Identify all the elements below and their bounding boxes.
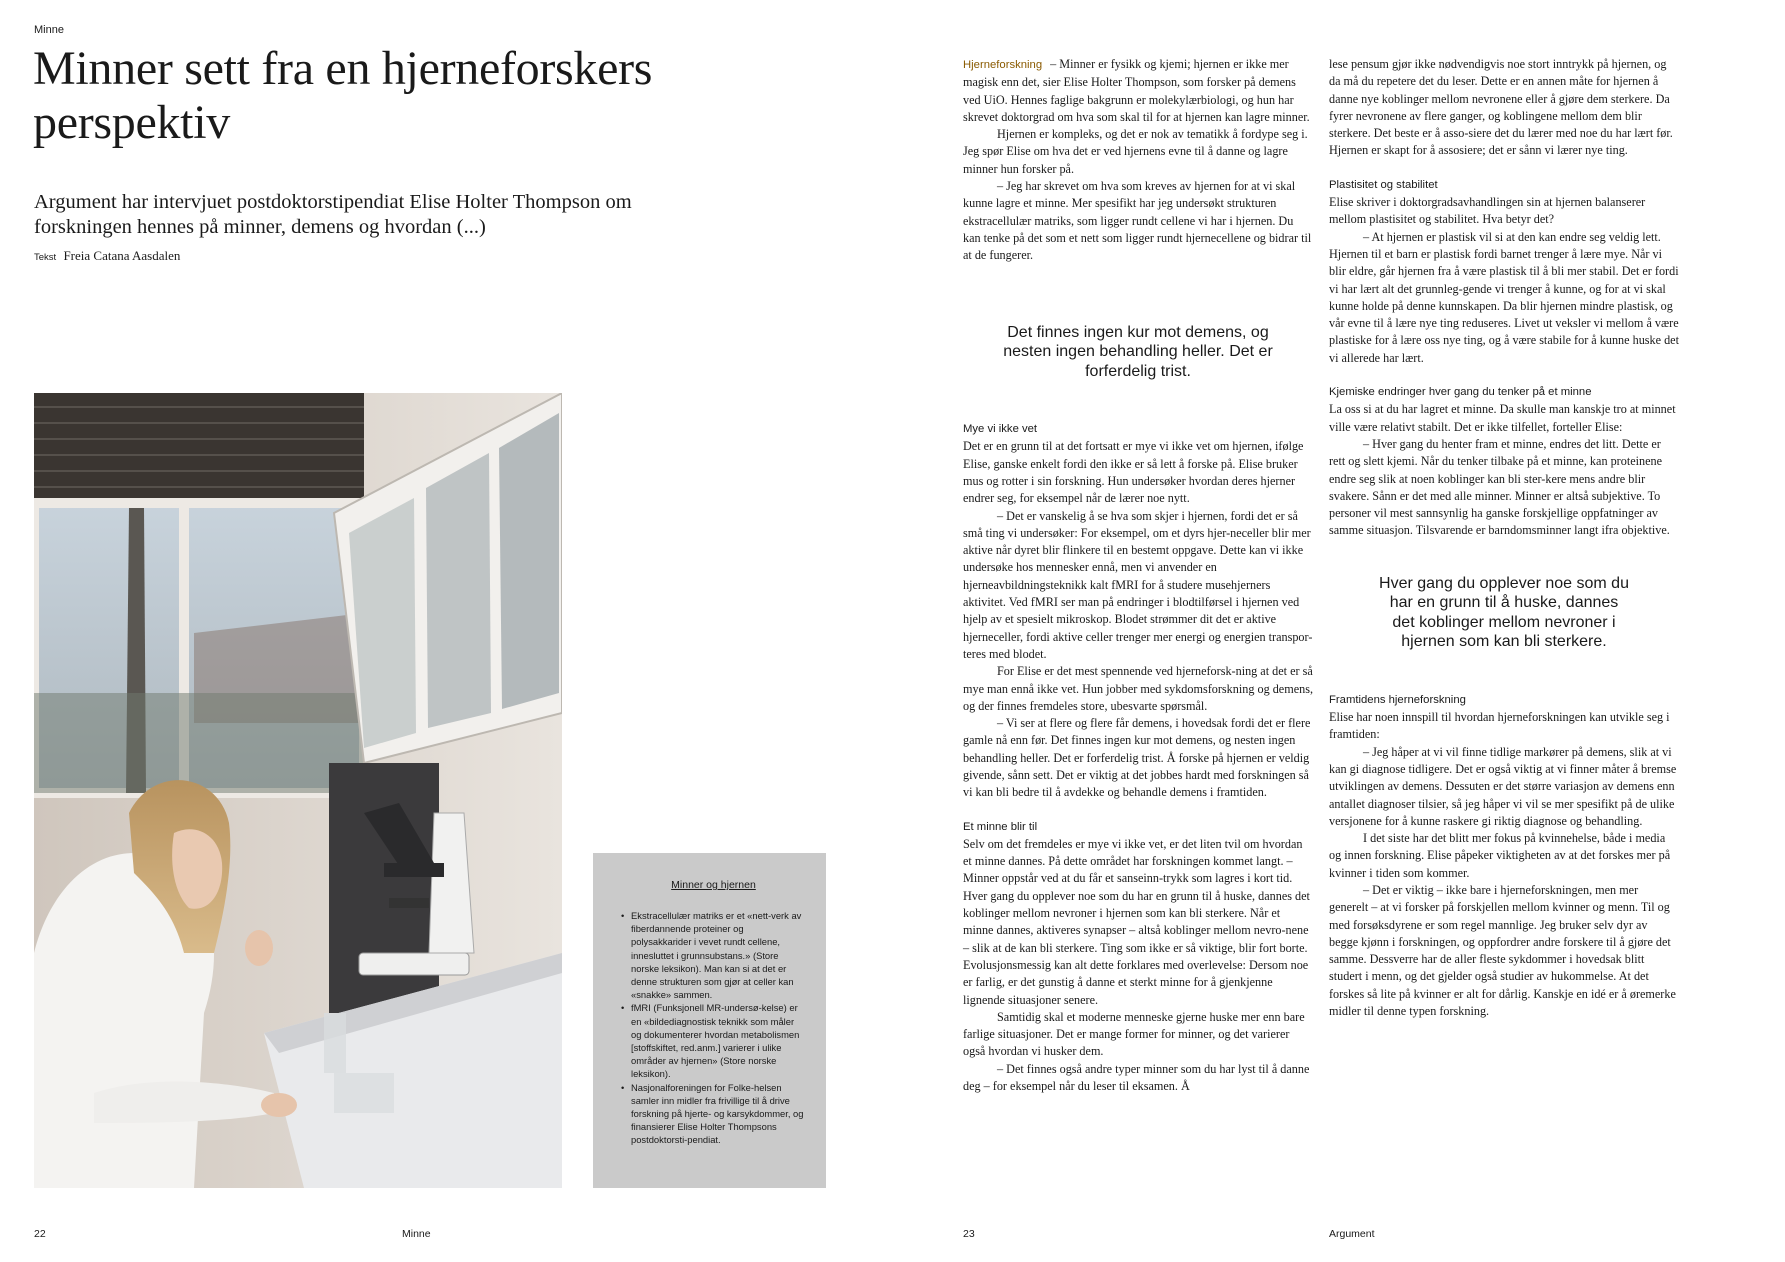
intro-paragraph bbox=[963, 56, 1313, 126]
factbox-item: • Ekstracellulær matriks er et «nett-verk av fiberdannende proteiner og polysakkarider i vevet rundt cellene, innesluttet i grunnsubstans.» (Store norske leksikon). Man kan si at det er denne strukturen som gjør at celler kan «snakke» sammen. bbox=[631, 909, 806, 1001]
article-headline: Minner sett fra en hjerneforskers perspektiv bbox=[33, 42, 653, 149]
paragraph: – Jeg håper at vi vil finne tidlige markører på demens, slik at vi kan gi diagnose tidligere. Det er også viktig at vi finner måter å bremse utviklingen av demens. Dessuten er det større variasjon av demens enn antallet diagnoser tilsier, så jeg håper vi vil se mer spesifikt på de ulike versjonene for å kunne raskere gi riktig diagnose og behandling. bbox=[1329, 744, 1677, 828]
paragraph: – Det er viktig – ikke bare i hjerneforskningen, men mer generelt – at vi forsker på forskjellen mellom kvinner og menn. Til og med forsøksdyrene er som regel mannlige. Jeg bruker selv dyr av begge kjønn i forskningen, og oppfordrer andre forskere til å gjøre det samme. Dessverre har de aller fleste sykdommer i hovedsak blitt studert i menn, og det gjelder også studier av hukommelse. At det forskes så lite på kvinner er alt for dårlig. Kanskje en idé er å øremerke midler til denne typen forskning. bbox=[1329, 882, 1676, 1019]
intro-text: – Minner er fysikk og kjemi; hjernen er ikke mer magisk enn det, sier Elise Holter Thompson, som forsker på demens ved UiO. Hennes faglige bakgrunn er molekylærbiologi, og hun har skrevet doktorgrad om hva som skal til for at hjernen kan lagre minner. bbox=[963, 57, 1310, 124]
paragraph: Det er en grunn til at det fortsatt er mye vi ikke vet om hjernen, ifølge Elise, ganske enkelt fordi den ikke er så lett å forske på. Elise bruker mus og rotter i sin forskning. Hun undersøker hvordan deres hjerner endrer seg, for eksempel når de lærer noe nytt. bbox=[963, 439, 1304, 506]
paragraph: Samtidig skal et moderne menneske gjerne huske mer enn bare farlige situasjoner. Det er mange former for minner, og det varierer også hvordan vi husker dem. bbox=[963, 1009, 1305, 1059]
lab-photo bbox=[34, 393, 562, 1188]
factbox bbox=[593, 853, 826, 1188]
pull-quote: Det finnes ingen kur mot demens, og nesten ingen behandling heller. Det er forferdelig trist. bbox=[1003, 323, 1273, 380]
subheading: Et minne blir til bbox=[963, 820, 1038, 833]
factbox-item: • fMRI (Funksjonell MR-undersø-kelse) er en «bildediagnostisk teknikk som måler og dokumenterer hvordan metabolismen [stoffskiftet, red.anm.] varierer i ulike områder av hjernen» (Store norske leksikon). bbox=[631, 1001, 806, 1080]
left-page bbox=[0, 0, 892, 1262]
paragraph: – At hjernen er plastisk vil si at den kan endre seg veldig lett. Hjernen til et barn er plastisk fordi barnet trenger å lære mye. Når vi blir eldre, går hjernen fra å være plastisk til å bli mer stabil. Det er fordi vi har lært alt det grunnleg-gende vi trenger å kunne, og for at vi skal kunne holde på denne kunnskapen. Da blir hjernen mindre plastisk, og vår evne til å lære nye ting reduseres. Livet ut veksler vi mellom å være plastiske for å lære oss nye ting, og å være stabile for å kunne huske det vi allerede har lært. bbox=[1329, 229, 1679, 365]
text-column-2 bbox=[1329, 56, 1679, 1020]
folio-section: Minne bbox=[402, 1228, 431, 1240]
paragraph: For Elise er det mest spennende ved hjerneforsk-ning at det er så mye man ennå ikke vet. Hun jobber med sykdomsforskning og demens, og der finnes fremdeles store, ubesvarte spørsmål. bbox=[963, 664, 1313, 713]
paragraph: I det siste har det blitt mer fokus på kvinnehelse, både i media og innen forskning. Elise påpeker viktigheten av at det forskes mer på kvinner i tiden som kommer. bbox=[1329, 831, 1671, 880]
page-number: 23 bbox=[963, 1228, 975, 1240]
paragraph: La oss si at du har lagret et minne. Da skulle man kanskje tro at minnet ville være relativt stabilt. Det er ikke tilfellet, forteller Elise: bbox=[1329, 402, 1676, 434]
factbox-list bbox=[621, 909, 806, 1147]
byline bbox=[34, 248, 180, 264]
byline-label: Tekst bbox=[34, 252, 57, 263]
page-number: 22 bbox=[34, 1228, 46, 1240]
section-label: Minne bbox=[34, 24, 64, 36]
paragraph: Selv om det fremdeles er mye vi ikke vet, er det liten tvil om hvordan et minne dannes. På dette området har forskningen kommet langt. – Minner oppstår ved at du får et sanseinn-trykk som lagres i kort tid. Hver gang du opplever noe som du har en grunn til å huske, dannes det koblinger mellom nevroner i hjernen som kan bli sterkere. Når et minne dannes, aktiveres synapser – altså koblinger mellom nevro-nene – slik at de kan bli sterkere. Ting som ikke er så viktige, blir fort borte. Evolusjonsmessig kan alt dette forklares med overlevelse: Dersom noe er farlig, er det gunstig å danne et sterkt minne for å gjenkjenne lignende situasjoner senere. bbox=[963, 836, 1310, 1007]
subheading: Framtidens hjerneforskning bbox=[1329, 693, 1466, 706]
factbox-item: • Nasjonalforeningen for Folke-helsen samler inn midler fra frivillige til å drive forskning på hjerte- og karsykdommer, og finansierer Elise Holter Thompsons postdoktorsti-pendiat. bbox=[631, 1081, 806, 1147]
factbox-title: Minner og hjernen bbox=[671, 879, 756, 891]
byline-author: Freia Catana Aasdalen bbox=[63, 248, 181, 263]
paragraph: Elise har noen innspill til hvordan hjerneforskningen kan utvikle seg i framtiden: bbox=[1329, 710, 1670, 742]
right-page bbox=[892, 0, 1785, 1262]
subheading: Plastisitet og stabilitet bbox=[1329, 178, 1438, 191]
kicker: Hjerneforskning bbox=[963, 59, 1043, 71]
article-lead: Argument har intervjuet postdoktorstipendiat Elise Holter Thompson om forskningen hennes på minner, demens og hvordan (...) bbox=[34, 191, 632, 238]
paragraph: – Vi ser at flere og flere får demens, i hovedsak fordi det er flere gamle nå enn før. Det finnes ingen kur mot demens, og nesten ingen behandling heller. Det er forferdelig trist. Å forske på hjernen er veldig givende, sånn sett. Det er viktig at det jobbes hardt med forskningen så vi kan bli bedre til å avdekke og behandle demens i framtiden. bbox=[963, 716, 1311, 800]
paragraph: Elise skriver i doktorgradsavhandlingen sin at hjernen balanserer mellom plastisitet og stabilitet. Hva betyr det? bbox=[1329, 195, 1646, 227]
paragraph: lese pensum gjør ikke nødvendigvis noe stort inntrykk på hjernen, og da må du repetere det du leser. Dette er en annen måte for hjernen å danne nye koblinger mellom nevronene eller å gjøre dem sterkere. Da fyrer nevronene av flere ganger, og koblingene mellom dem blir sterkere. Det beste er å asso-siere det du lærer med noe du har lært før. Hjernen er skapt for å assosiere; det er sånn vi lærer nye ting. bbox=[1329, 57, 1673, 158]
paragraph: – Det er vanskelig å se hva som skjer i hjernen, fordi det er så små ting vi undersøker: For eksempel, om et dyrs hjer-neceller blir mer aktive når dyret blir flinkere til en bestemt oppgave. Dette kan vi ikke undersøke hos mennesker ennå, men vi anvender en hjerneavbildningsteknikk kalt fMRI for å studere musehjerners aktivitet. Ved fMRI ser man på endringer i blodtilførsel i hjernen ved hjelp av et spesielt mikroskop. Blodet strømmer dit det er aktive hjerneceller, fordi aktive celler trenger mer energi og energien transpor-teres med blodet. bbox=[963, 508, 1313, 661]
paragraph: – Jeg har skrevet om hva som kreves av hjernen for at vi skal kunne lagre et minne. Mer spesifikt har jeg undersøkt strukturen ekstracellulær matriks, som ligger rundt cellene vi har i hjernen. Du kan tenke på det som et nett som ligger rundt hjernecellene og bidrar til at de fungerer. bbox=[963, 179, 1312, 263]
text-column-1 bbox=[963, 56, 1313, 1095]
paragraph: – Det finnes også andre typer minner som du har lyst til å danne deg – for eksempel når du leser til eksamen. Å bbox=[963, 1061, 1310, 1094]
folio-section: Argument bbox=[1329, 1228, 1375, 1240]
paragraph: – Hver gang du henter fram et minne, endres det litt. Dette er rett og slett kjemi. Når du tenker tilbake på et minne, kan proteinene endre seg slik at noen koblinger kan bli ster-kere mens andre blir svakere. Sånn er det med alle minner. Minner er altså subjektive. To personer vil mest sannsynlig ha ganske forskjellige oppfatninger av samme situasjon. Tilsvarende er barndomsminner langt ifra objektive. bbox=[1329, 436, 1670, 538]
subheading: Mye vi ikke vet bbox=[963, 423, 1038, 436]
subheading: Kjemiske endringer hver gang du tenker på et minne bbox=[1329, 386, 1592, 399]
paragraph: Hjernen er kompleks, og det er nok av tematikk å fordype seg i. Jeg spør Elise om hva det er ved hjernens evne til å danne og lagre minner hun forsker på. bbox=[963, 127, 1308, 176]
pull-quote: Hver gang du opplever noe som du har en grunn til å huske, dannes det koblinger mellom nevroner i hjernen som kan bli sterkere. bbox=[1379, 574, 1629, 651]
